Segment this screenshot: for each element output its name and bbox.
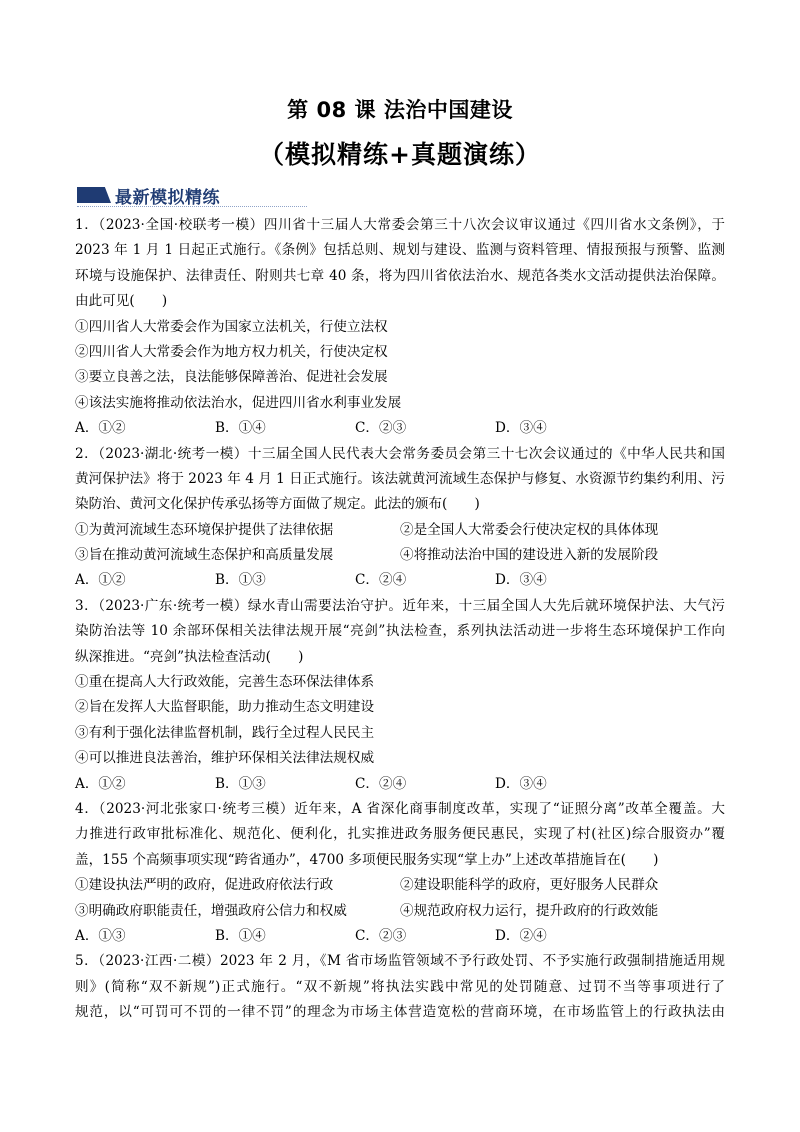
question-stem-line: 则》(简称“双不新规”)正式施行。“双不新规”将执法实践中常见的处罚随意、过罚不当等事项进行了 xyxy=(75,978,725,995)
section-bar-decoration xyxy=(77,187,111,203)
option-d[interactable]: D．③④ xyxy=(495,572,547,589)
statement: ②四川省人大常委会作为地方权力机关，行使决定权 xyxy=(75,343,388,360)
question-4 xyxy=(75,797,725,949)
page-subtitle: （模拟精练+真题演练） xyxy=(259,140,541,169)
statement: ③旨在推动黄河流域生态保护和高质量发展 xyxy=(75,547,334,564)
question-stem-line: 染防治法等 10 余部环保相关法律法规开展“亮剑”执法检查，系列执法活动进一步将生态环境保护工作向 xyxy=(75,623,725,640)
statement-row xyxy=(75,899,725,924)
question-1 xyxy=(75,213,725,442)
question-stem-line: 3．（2023·广东·统考一模）绿水青山需要法治守护。近年来，十三届全国人大先后就环境保护法、大气污 xyxy=(75,597,725,614)
option-c[interactable]: C．②③ xyxy=(355,420,407,437)
option-d[interactable]: D．③④ xyxy=(495,775,547,792)
statement: ①建设执法严明的政府，促进政府依法行政 xyxy=(75,877,334,894)
answer-options xyxy=(75,924,725,949)
statement: ③要立良善之法，良法能够保障善治、促进社会发展 xyxy=(75,369,388,386)
question-stem-line: 2023 年 1 月 1 日起正式施行。《条例》包括总则、规划与建设、监测与资料管理、情报预报与预警、监测 xyxy=(75,242,725,259)
option-b[interactable]: B．①③ xyxy=(215,572,266,589)
statement: ②建设职能科学的政府，更好服务人民群众 xyxy=(400,877,659,894)
option-d[interactable]: D．③④ xyxy=(495,420,547,437)
question-2 xyxy=(75,442,725,594)
statement: ①四川省人大常委会作为国家立法机关，行使立法权 xyxy=(75,318,388,335)
question-list xyxy=(75,213,725,1026)
statement: ②是全国人大常委会行使决定权的具体体现 xyxy=(400,521,659,538)
option-c[interactable]: C．②③ xyxy=(355,927,407,944)
question-stem-line: 纵深推进。“亮剑”执法检查活动( ) xyxy=(75,648,304,665)
question-stem-line: 环境与设施保护、法律责任、附则共七章 40 条，将为四川省依法治水、规范各类水文活动提供法治保障。 xyxy=(75,267,725,284)
statement: ④可以推进良法善治，维护环保相关法律法规权威 xyxy=(75,750,375,767)
statement: ④该法实施将推动依法治水，促进四川省水利事业发展 xyxy=(75,394,402,411)
question-stem-line: 黄河保护法》将于 2023 年 4 月 1 日正式施行。该法就黄河流域生态保护与修复、水资源节约集约利用、污 xyxy=(75,470,725,487)
statement-row xyxy=(75,518,725,543)
statement: ④规范政府权力运行，提升政府的行政效能 xyxy=(400,902,659,919)
question-stem-line: 盖，155 个高频事项实现“跨省通办”，4700 多项便民服务实现“掌上办”上述改革措施旨在( ) xyxy=(75,851,659,868)
option-b[interactable]: B．①④ xyxy=(215,927,266,944)
option-a[interactable]: A．①② xyxy=(75,775,126,792)
option-b[interactable]: B．①④ xyxy=(215,420,266,437)
statement: ①为黄河流域生态环境保护提供了法律依据 xyxy=(75,521,334,538)
question-3 xyxy=(75,594,725,797)
section-underline xyxy=(77,206,307,207)
question-stem-line: 力推进行政审批标准化、规范化、便利化，扎实推进政务服务便民惠民，实现了村(社区)综合服资办”覆 xyxy=(75,826,725,843)
question-stem-line: 由此可见( ) xyxy=(75,293,168,310)
statement-row xyxy=(75,543,725,568)
statement-row xyxy=(75,873,725,898)
option-a[interactable]: A．①② xyxy=(75,572,126,589)
question-stem-line: 5．（2023·江西·二模）2023 年 2 月，《M 省市场监管领域不予行政处罚、不予实施行政强制措施适用规 xyxy=(75,953,725,970)
statement: ②旨在发挥人大监督职能，助力推动生态文明建设 xyxy=(75,699,375,716)
question-stem-line: 1．（2023·全国·校联考一模）四川省十三届人大常委会第三十八次会议审议通过《四川省水文条例》，于 xyxy=(75,217,725,233)
statement: ③有利于强化法律监督机制，践行全过程人民民主 xyxy=(75,724,375,741)
option-b[interactable]: B．①③ xyxy=(215,775,266,792)
option-c[interactable]: C．②④ xyxy=(355,775,407,792)
statement: ④将推动法治中国的建设进入新的发展阶段 xyxy=(400,547,659,564)
section-header xyxy=(75,183,235,207)
option-d[interactable]: D．②④ xyxy=(495,927,547,944)
answer-options xyxy=(75,772,725,797)
question-stem-line: 2．（2023·湖北·统考一模）十三届全国人民代表大会常务委员会第三十七次会议通过的《中华人民共和国 xyxy=(75,445,725,462)
section-title: 最新模拟精练 xyxy=(115,188,220,208)
question-stem-line: 规范，以“可罚可不罚的一律不罚”的理念为市场主体营造宽松的营商环境，在市场监管上的行政执法由 xyxy=(75,1004,725,1021)
answer-options xyxy=(75,416,725,441)
answer-options xyxy=(75,568,725,593)
option-c[interactable]: C．②④ xyxy=(355,572,407,589)
option-a[interactable]: A．①③ xyxy=(75,927,126,944)
question-5 xyxy=(75,949,725,1025)
question-stem-line: 4．（2023·河北张家口·统考三模）近年来，A 省深化商事制度改革，实现了“证照分离”改革全覆盖。大 xyxy=(75,800,725,817)
page-title: 第 08 课 法治中国建设 xyxy=(287,98,513,122)
statement: ③明确政府职能责任，增强政府公信力和权威 xyxy=(75,902,347,919)
question-stem-line: 染防治、黄河文化保护传承弘扬等方面做了规定。此法的颁布( ) xyxy=(75,496,480,513)
statement: ①重在提高人大行政效能，完善生态环保法律体系 xyxy=(75,674,375,691)
option-a[interactable]: A．①② xyxy=(75,420,126,437)
